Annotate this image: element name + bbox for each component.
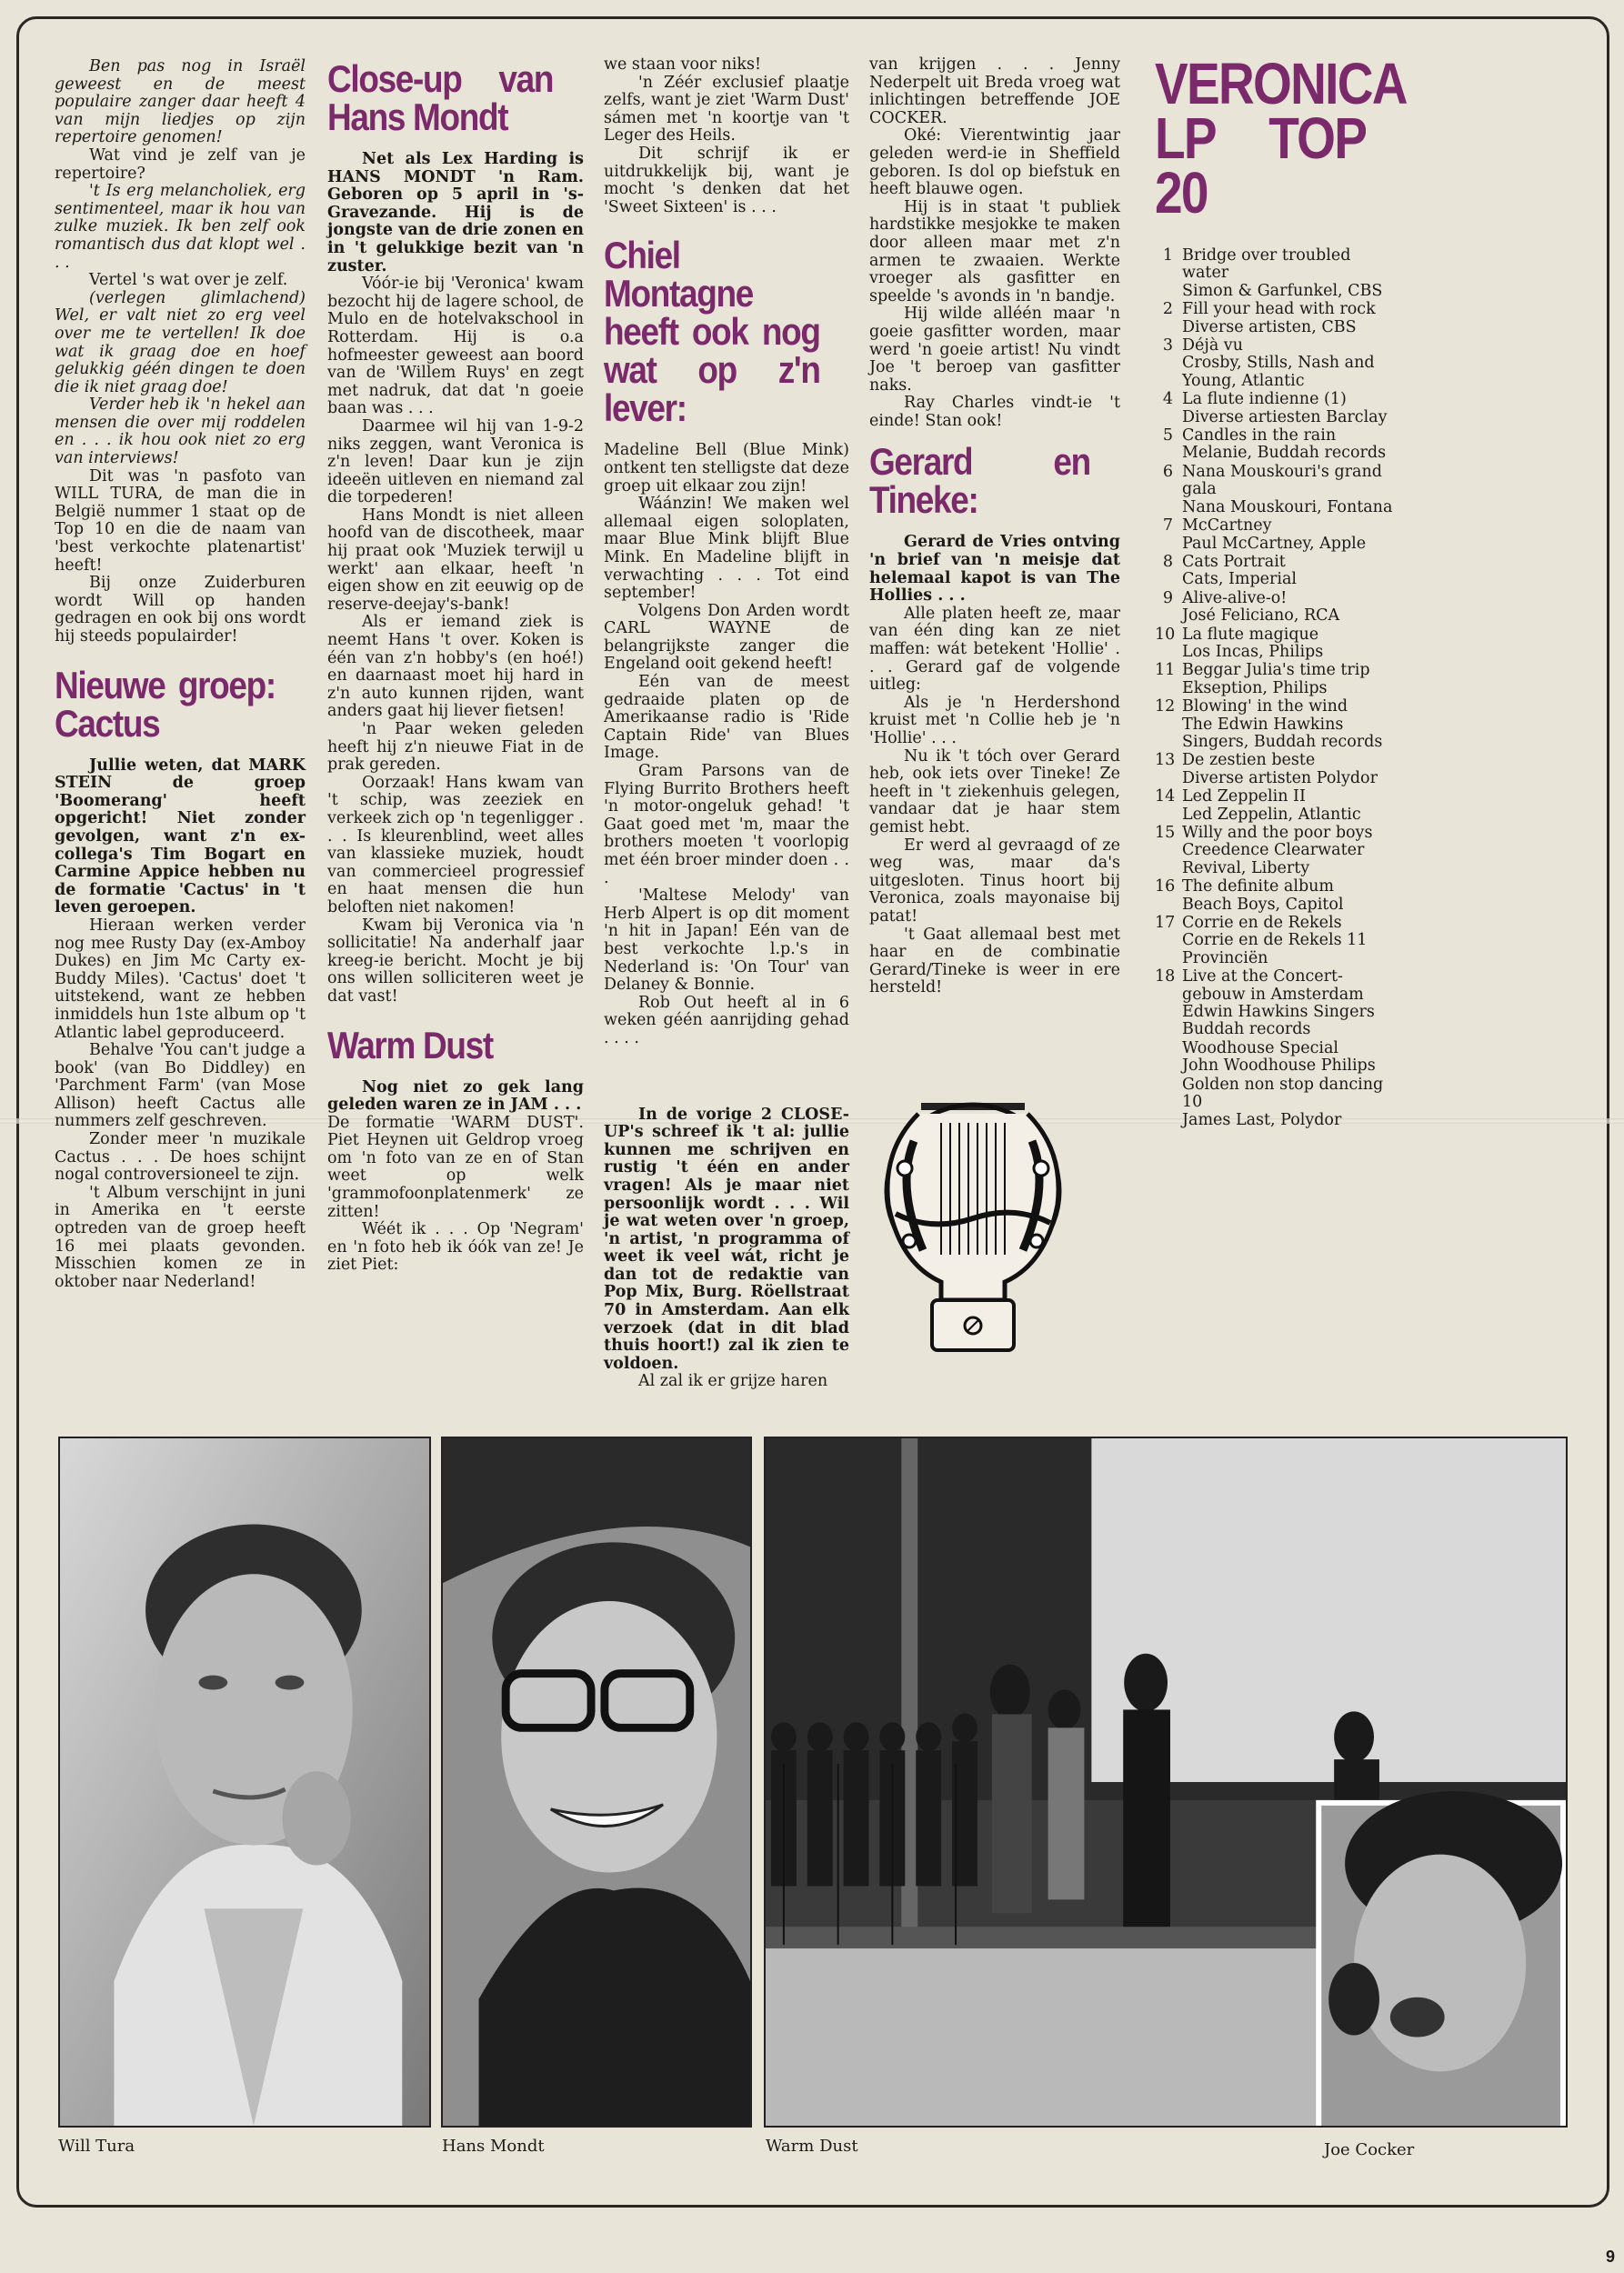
top20-list <box>1155 247 1400 1129</box>
paragraph: Wáánzin! We maken wel allemaal eigen soloplaten, maar Blue Mink blijft Blue Mink. En Madeline blijft in verwachting . . . Tot eind september! <box>604 495 849 603</box>
chart-rank: 15 <box>1155 824 1176 842</box>
paragraph: Hieraan werken verder nog mee Rusty Day (ex-Amboy Dukes) en Jim Mc Carty ex-Buddy Miles). 'Cactus' doet 't uitstekend, want ze hebben inmiddels hun 1ste album op 't Atlantic label geproduceerd. <box>55 916 306 1042</box>
paragraph: Hans Mondt is niet alleen hoofd van de discotheek, maar hij praat ook 'Muziek terwijl u werkt' aan elkaar, heeft 'n eigen show en zit eeuwig op de reserve-deejay's-bank! <box>327 506 584 614</box>
paragraph: Oké: Vierentwintig jaar geleden werd-ie in Sheffield geboren. Is dol op biefstuk en heeft blauwe ogen. <box>869 126 1120 199</box>
chart-entry-body <box>1182 1040 1400 1076</box>
chart-artist-label: Paul McCartney, Apple <box>1182 534 1367 553</box>
photo-warm-dust-and-joe-cocker <box>764 1437 1568 2128</box>
chart-entry <box>1155 1076 1400 1129</box>
chart-artist-label: Diverse artisten Polydor <box>1182 768 1378 787</box>
chart-entry-body <box>1182 752 1400 787</box>
chart-artist-label: José Feliciano, RCA <box>1182 606 1340 626</box>
chart-album-title: McCartney <box>1182 516 1272 536</box>
paragraph: Gerard de Vries ontving 'n brief van 'n meisje dat helemaal kapot is van The Hollies . . . <box>869 533 1120 606</box>
gerard-tineke-heading: Gerard en Tineke: <box>869 440 1090 522</box>
paragraph: Oorzaak! Hans kwam van 't schip, was zeeziek en verkeek zich op 'n tegenligger . . . Is kleurenblind, weet alles van klassieke muziek, houdt van commercieel progressief en haat mensen die hun beloften niet nakomen! <box>327 773 584 916</box>
chart-entry-body <box>1182 337 1400 390</box>
paragraph: Kwam bij Veronica via 'n sollicitatie! Na anderhalf jaar kreeg-ie bericht. Mocht je bij ons willen solliciteren weet je dat vast! <box>327 916 584 1006</box>
chart-entry <box>1155 968 1400 1039</box>
paragraph: Gram Parsons van de Flying Burrito Brothers heeft 'n motor-ongeluk gehad! 't Gaat goed met 'm, maar the brothers moeten 't voorlopig met één broer minder doen . . . <box>604 762 849 887</box>
photo-hans-mondt <box>441 1437 752 2128</box>
paragraph: 't Gaat allemaal best met haar en de combinatie Gerard/Tineke is weer in ere hersteld! <box>869 925 1120 997</box>
paragraph: Dit schrijf ik er uitdrukkelijk bij, want je mocht 's denken dat het 'Sweet Sixteen' is . . . <box>604 144 849 216</box>
paragraph: 't Is erg melancholiek, erg sentimenteel, maar ik hou van zulke muziek. Ik ben zelf ook romantisch dus dat klopt wel . . . <box>55 182 306 272</box>
chart-rank: 18 <box>1155 967 1176 986</box>
chart-artist-label: Edwin Hawkins Singers Buddah records <box>1182 1003 1375 1039</box>
chart-rank: 4 <box>1162 390 1173 409</box>
chart-rank: 7 <box>1162 516 1173 536</box>
chart-artist-label: Nana Mouskouri, Fontana <box>1182 497 1393 516</box>
chart-entry <box>1155 698 1400 751</box>
paragraph: (verlegen glimlachend) Wel, er valt niet zo erg veel over me te vertellen! Ik doe wat ik graag doe en hoef gelukkig géén dingen te doen die ik niet graag doe! <box>55 288 306 396</box>
chart-rank: 5 <box>1162 426 1173 446</box>
chart-artist-label: Beach Boys, Capitol <box>1182 895 1344 914</box>
chart-artist-label: James Last, Polydor <box>1182 1110 1342 1129</box>
chart-album-title: Beggar Julia's time trip <box>1182 661 1370 680</box>
chart-album-title: Live at the Concert-gebouw in Amsterdam <box>1182 967 1364 1004</box>
chart-entry-body <box>1182 247 1400 300</box>
chart-entry <box>1155 247 1400 300</box>
paragraph: we staan voor niks! <box>604 55 761 74</box>
chart-rank: 1 <box>1162 246 1173 265</box>
paragraph: Zonder meer 'n muzikale Cactus . . . De hoes schijnt nogal controversioneel te zijn. <box>55 1130 306 1185</box>
paragraph: Volgens Don Arden wordt CARL WAYNE de belangrijkste zanger die Engeland ooit gekend heeft! <box>604 601 849 674</box>
photo-will-tura <box>58 1437 431 2128</box>
chart-rank: 9 <box>1162 588 1173 607</box>
chiel-montagne-heading: Chiel Montagne heeft ook nog wat op z'n lever: <box>604 234 820 430</box>
paragraph: Alle platen heeft ze, maar van één ding kan ze niet maffen: wát betekent 'Hollie' . . . Gerard gaf de volgende uitleg: <box>869 604 1120 695</box>
chart-artist-label: Cats, Imperial <box>1182 570 1298 589</box>
chart-entry-body <box>1182 1076 1400 1129</box>
chart-rank: 16 <box>1155 877 1176 896</box>
chart-rank: 3 <box>1162 336 1173 355</box>
chart-album-title: Bridge over troubled water <box>1182 246 1351 283</box>
chart-entry-body <box>1182 825 1400 877</box>
paragraph: Wat vind je zelf van je repertoire? <box>55 145 306 183</box>
chart-entry-body <box>1182 517 1400 553</box>
chart-album-title: La flute magique <box>1182 625 1319 644</box>
paragraph: Eén van de meest gedraaide platen op de Amerikaanse radio is 'Ride Captain Ride' van Blues Image. <box>604 673 849 763</box>
paragraph: Net als Lex Harding is HANS MONDT 'n Ram. Geboren op 5 april in 's-Gravezande. Hij is de jongste van de drie zonen en in 't gelukkige bezit van 'n zuster. <box>327 150 584 275</box>
paragraph: Ben pas nog in Israël geweest en de meest populaire zanger daar heeft 4 van mijn liedjes op zijn repertoire genomen! <box>55 57 306 147</box>
chart-entry-body <box>1182 301 1400 336</box>
paragraph: Rob Out heeft al in 6 weken géén aanrijding gehad . . . . <box>604 993 849 1047</box>
joe-cocker-article <box>869 56 1120 430</box>
chart-rank <box>1155 1076 1182 1129</box>
gerard-tineke-article <box>869 534 1120 996</box>
close-up-note <box>604 1106 849 1392</box>
paragraph: Al zal ik er grijze haren <box>638 1372 828 1391</box>
chart-album-title: Candles in the rain <box>1182 426 1337 446</box>
chart-entry-body <box>1182 464 1400 516</box>
chart-album-title: Woodhouse Special <box>1182 1038 1339 1057</box>
chart-artist-label: John Woodhouse Philips <box>1182 1056 1376 1076</box>
chart-rank: 12 <box>1155 697 1176 716</box>
chart-entry <box>1155 464 1400 516</box>
paragraph: Verder heb ik 'n hekel aan mensen die over mij roddelen en . . . ik hou ook niet zo erg van interviews! <box>55 396 306 468</box>
chart-entry <box>1155 788 1400 824</box>
chart-entry <box>1155 626 1400 662</box>
caption-will-tura: Will Tura <box>58 2137 135 2156</box>
column-4 <box>869 56 1120 997</box>
chart-rank: 2 <box>1162 300 1173 319</box>
chart-entry <box>1155 590 1400 626</box>
chart-artist-label: Crosby, Stills, Nash and Young, Atlantic <box>1182 354 1375 390</box>
paragraph: 'n Paar weken geleden heeft hij z'n nieuwe Fiat in de prak gereden. <box>327 720 584 775</box>
chart-album-title: Corrie en de Rekels <box>1182 914 1342 933</box>
chart-album-title: Alive-alive-o! <box>1182 588 1288 607</box>
chart-entry <box>1155 517 1400 553</box>
chart-rank: 6 <box>1162 462 1173 481</box>
paragraph: Nog niet zo gek lang geleden waren ze in JAM . . . <box>327 1077 584 1115</box>
chart-entry <box>1155 878 1400 914</box>
chart-artist-label: Melanie, Buddah records <box>1182 444 1387 463</box>
chart-entry <box>1155 662 1400 697</box>
chart-entry <box>1155 391 1400 426</box>
paragraph: Wéét ik . . . Op 'Negram' en 'n foto heb ik óók van ze! Je ziet Piet: <box>327 1220 584 1275</box>
paragraph: Vertel 's wat over je zelf. <box>89 271 288 290</box>
paragraph: Hij is in staat 't publiek hardstikke mesjokke te maken door alleen maar met z'n armen te zwaaien. Werkte vroeger als gasfitter en speelde 's avonds in 'n bandje. <box>869 197 1120 305</box>
chart-entry-body <box>1182 626 1400 662</box>
chart-rank: 8 <box>1162 552 1173 571</box>
chart-entry <box>1155 825 1400 877</box>
chart-artist-label: Simon & Garfunkel, CBS <box>1182 281 1383 300</box>
chart-album-title: Blowing' in the wind <box>1182 697 1348 716</box>
chart-album-title: Willy and the poor boys <box>1182 824 1373 842</box>
chart-entry-body <box>1182 391 1400 426</box>
chart-artist-label: Los Incas, Philips <box>1182 642 1324 661</box>
page-number: 9 <box>1605 2248 1615 2266</box>
top20-title <box>1155 51 1407 225</box>
chart-entry <box>1155 752 1400 787</box>
warm-dust-article <box>327 1079 584 1276</box>
chart-rank: 17 <box>1155 914 1176 933</box>
paragraph: Jullie weten, dat MARK STEIN de groep 'Boomerang' heeft opgericht! Niet zonder gevolgen, want z'n ex-collega's Tim Bogart en Carmine Appice hebben nu de formatie 'Cactus' in 't leven geroepen. <box>55 756 306 917</box>
chart-artist-label: The Edwin Hawkins Singers, Buddah records <box>1182 715 1383 751</box>
paragraph: Ray Charles vindt-ie 't einde! Stan ook! <box>869 394 1120 430</box>
chart-album-title: De zestien beste <box>1182 751 1316 770</box>
chart-rank: 11 <box>1155 661 1176 680</box>
paragraph: In de vorige 2 CLOSE-UP's schreef ik 't al: jullie kunnen me schrijven en rustig 't één en ander vragen! Als je maar niet persoonlijk wordt . . . Wil je wat weten over 'n groep, 'n artist, 'n programma of weet ik veel wát, richt je dan tot de redaktie van Pop Mix, Burg. Röellstraat 70 in Amsterdam. Aan elk verzoek (dat in dit blad thuis hoort!) zal ik zien te voldoen. <box>604 1105 849 1373</box>
column-2 <box>327 57 584 1275</box>
paragraph: Er werd al gevraagd of ze weg was, maar da's uitgesloten. Tinus hoort bij Veronica, zoals mayonaise bij patat! <box>869 836 1120 926</box>
chart-album-title: Led Zeppelin II <box>1182 787 1306 806</box>
column-3 <box>604 56 849 1391</box>
chart-album-title: La flute indienne (1) <box>1182 390 1347 409</box>
chart-rank: 10 <box>1155 625 1176 644</box>
chart-artist-label: Led Zeppelin, Atlantic <box>1182 805 1361 824</box>
paragraph: Madeline Bell (Blue Mink) ontkent ten stelligste dat deze groep uit elkaar zou zijn! <box>604 441 849 496</box>
chart-artist-label: Diverse artisten, CBS <box>1182 317 1357 336</box>
chart-artist-label: Ekseption, Philips <box>1182 678 1328 697</box>
top20-title-line-1: VERONICA <box>1155 51 1407 116</box>
chart-entry-body <box>1182 968 1400 1039</box>
paragraph: van krijgen . . . Jenny Nederpelt uit Breda vroeg wat inlichtingen betreffende JOE COCKER. <box>869 55 1120 127</box>
caption-joe-cocker: Joe Cocker <box>1324 2140 1415 2159</box>
chart-album-title: The definite album <box>1182 877 1335 896</box>
paragraph: 'n Zéér exclusief plaatje zelfs, want je ziet 'Warm Dust' sámen met 'n koortje van 't Leger des Heils. <box>604 73 849 145</box>
paragraph: Daarmee wil hij van 1-9-2 niks zeggen, want Veronica is z'n leven! Daar kun je zijn ideeën uitleven en niemand zal die torpederen! <box>327 416 584 507</box>
chart-entry-body <box>1182 590 1400 626</box>
paragraph: Als je 'n Herdershond kruist met 'n Collie heb je 'n 'Hollie' . . . <box>869 693 1120 747</box>
chart-entry-body <box>1182 788 1400 824</box>
column-1 <box>55 58 306 1291</box>
chart-artist-label: Corrie en de Rekels 11 Provinciën <box>1182 931 1368 967</box>
paragraph: Hij wilde alléén maar 'n goeie gasfitter worden, maar werd 'n goeie artist! Nu vindt Joe 't beroep van gasfitter naks. <box>869 305 1120 395</box>
chiel-montagne-article <box>604 442 849 1047</box>
warm-dust-continued <box>604 56 849 216</box>
chart-entry <box>1155 337 1400 390</box>
chart-album-title: Nana Mouskouri's grand gala <box>1182 462 1382 499</box>
paragraph: 't Album verschijnt in juni in Amerika en 't eerste optreden van de groep heeft 16 mei plaats gevonden. Misschien komen ze in oktober naar Nederland! <box>55 1183 306 1291</box>
hans-mondt-heading: Close-up van Hans Mondt <box>327 57 554 138</box>
lyre-emblem-icon <box>868 1096 1078 1368</box>
chart-album-title: Déjà vu <box>1182 336 1243 355</box>
caption-hans-mondt: Hans Mondt <box>442 2137 545 2156</box>
will-tura-article <box>55 58 306 646</box>
caption-warm-dust: Warm Dust <box>766 2137 858 2156</box>
chart-rank: 13 <box>1155 751 1176 770</box>
hans-mondt-article <box>327 151 584 1006</box>
paragraph: 'Maltese Melody' van Herb Alpert is op dit moment 'n hit in Japan! Eén van de best verkochte l.p.'s in Nederland is: 'On Tour' van Delaney & Bonnie. <box>604 886 849 995</box>
lp-top-20 <box>1155 51 1407 1130</box>
chart-entry-body <box>1182 427 1400 463</box>
chart-rank <box>1155 1040 1182 1076</box>
paragraph: Als er iemand ziek is neemt Hans 't over. Koken is één van z'n hobby's (en hoé!) en daarnaast moet hij hard in z'n auto kunnen rijden, want anders gaat hij liever fietsen! <box>327 613 584 721</box>
cactus-article <box>55 757 306 1292</box>
chart-album-title: Cats Portrait <box>1182 552 1286 571</box>
top20-title-line-2: LP TOP 20 <box>1155 105 1367 225</box>
paragraph: Behalve 'You can't judge a book' (van Bo Diddley) en 'Parchment Farm' (van Mose Allison) heeft Cactus alle nummers zelf geschreven. <box>55 1041 306 1131</box>
chart-entry <box>1155 915 1400 967</box>
chart-entry-body <box>1182 915 1400 967</box>
paragraph: Dit was 'n pasfoto van WILL TURA, de man die in België nummer 1 staat op de Top 10 en die de naam van 'best verkochte platenartist' heeft! <box>55 466 306 575</box>
chart-entry <box>1155 554 1400 589</box>
paragraph: Bij onze Zuiderburen wordt Will op handen gedragen en ook bij ons wordt hij steeds populairder! <box>55 574 306 646</box>
paragraph: Vóór-ie bij 'Veronica' kwam bezocht hij de lagere school, de Mulo en de hotelvakschool in Rotterdam. Hij is o.a hofmeester geweest aan boord van de 'Willem Ruys' en zegt met nadruk, dat dat 'n goeie baan was . . . <box>327 275 584 418</box>
chart-entry-body <box>1182 554 1400 589</box>
chart-album-title: Fill your head with rock <box>1182 300 1376 319</box>
chart-entry <box>1155 427 1400 463</box>
chart-entry-body <box>1182 878 1400 914</box>
chart-album-title: Golden non stop dancing 10 <box>1182 1075 1384 1112</box>
chart-entry-body <box>1182 698 1400 751</box>
chart-artist-label: Creedence Clearwater Revival, Liberty <box>1182 841 1365 877</box>
chart-entry <box>1155 301 1400 336</box>
warm-dust-heading: Warm Dust <box>327 1023 493 1066</box>
paragraph: Nu ik 't tóch over Gerard heb, ook iets over Tineke! Ze heeft in 't ziekenhuis gelegen, vandaar dat je haar stem gemist hebt. <box>869 746 1120 836</box>
cactus-heading: Nieuwe groep: Cactus <box>55 663 276 745</box>
chart-artist-label: Diverse artiesten Barclay <box>1182 407 1388 426</box>
chart-entry-body <box>1182 662 1400 697</box>
chart-rank: 14 <box>1155 787 1176 806</box>
paragraph: De formatie 'WARM DUST'. Piet Heynen uit Geldrop vroeg om 'n foto van ze en of Stan weet op welk 'grammofoonplatenmerk' ze zitten! <box>327 1113 584 1221</box>
chart-entry <box>1155 1040 1400 1076</box>
